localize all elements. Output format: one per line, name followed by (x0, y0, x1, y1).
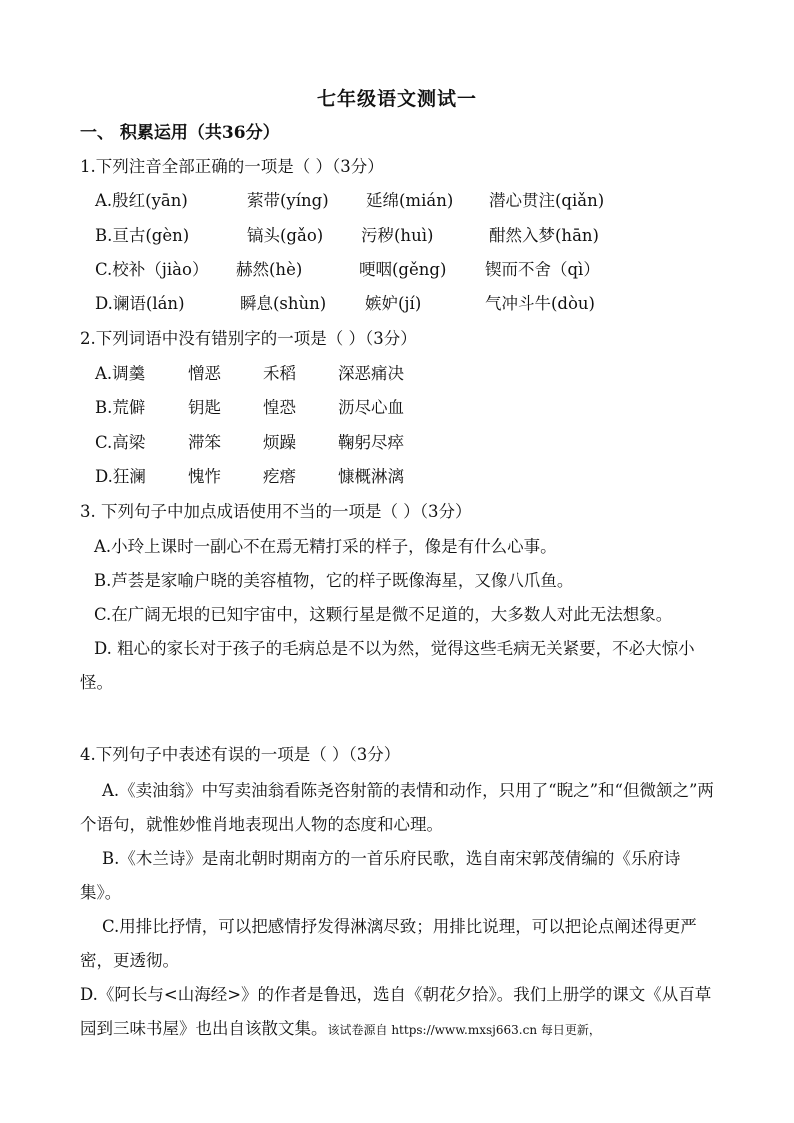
question-1-stem: 1.下列注音全部正确的一项是（ ）（3分） (80, 157, 384, 176)
section-heading: 一、 积累运用（共36分） (80, 123, 280, 143)
question-4-option-d: D.《阿长与<山海经>》的作者是鲁迅，选自《朝花夕拾》。我们上册学的课文《从百草园到三味书屋》也出自该散文集。该试卷源自 https://www.mxsj663.cn 每日更新， (80, 985, 712, 1038)
question-3-options (80, 530, 720, 700)
question-3-option-c: C.在广阔无垠的已知宇宙中，这颗行星是微不足道的，大多数人对此无法想象。 (94, 605, 673, 624)
question-3-option-b: B.芦荟是家喻户晓的美容植物，它的样子既像海星，又像八爪鱼。 (94, 571, 574, 590)
exam-page: 七年级语文测试一 一、 积累运用（共36分） 1.下列注音全部正确的一项是（ ）（3分） A.殷红(yān) 萦带(yíng) 延绵(mián) 潜心贯注(qiǎn) B.亘古(gèn) 镐头(gǎo) 污秽(huì) 酣然入梦(hān) C.校补（jiào） 赫然(hè) 哽咽(gěng) 锲而不舍（qì） D.谰语(lán) 瞬息(shùn) 嫉妒(jí) 气冲斗牛(dòu) 2.下列词语中没有错别字的一项是（ ）（3分） A.调羹 憎恶 禾稻 深恶痛决 B.荒僻 钥匙 惶恐 沥尽心血 C.高梁 滞笨 烦躁 鞠躬尽瘁 D.狂澜 愧怍 疙瘩 慷概淋漓 3. 下列句子中加点成语使用不当的一项是（ ）（3分） A.小玲上课时一副心不在焉无精打采的样子，像是有什么心事。 B.芦荟是家喻户晓的美容植物，它的样子既像海星，又像八爪鱼。 C.在广阔无垠的已知宇宙中，这颗行星是微不足道的，大多数人对此无法想象。 D. 粗心的家长对于孩子的毛病总是不以为然，觉得这些毛病无关紧要，不必大惊小怪。 4.下列句子中表述有误的一项是（ ）（3分） A.《卖油翁》中写卖油翁看陈尧咨射箭的表情和动作，只用了“睨之”和“但微颔之”两个语句，就惟妙惟肖地表现出人物的态度和心理。 B.《木兰诗》是南北朝时期南方的一首乐府民歌，选自南宋郭茂倩编的《乐府诗集》。 C.用排比抒情，可以把感情抒发得淋漓尽致；用排比说理，可以把论点阐述得更严密，更透彻。 D.《阿长与<山海经>》的作者是鲁迅，选自《朝花夕拾》。我们上册学的课文《从百草园到三味书屋》也出自该散文集。该试卷源自 https://www.mxsj663.cn 每日更新， (0, 0, 794, 1123)
question-4-stem: 4.下列句子中表述有误的一项是（ ）（3分） (80, 745, 401, 764)
question-4-option-a: A.《卖油翁》中写卖油翁看陈尧咨射箭的表情和动作，只用了“睨之”和“但微颔之”两个语句，就惟妙惟肖地表现出人物的态度和心理。 (80, 781, 714, 834)
question-4-option-b: B.《木兰诗》是南北朝时期南方的一首乐府民歌，选自南宋郭茂倩编的《乐府诗集》。 (80, 849, 681, 902)
question-3-option-d: D. 粗心的家长对于孩子的毛病总是不以为然，觉得这些毛病无关紧要，不必大惊小怪。 (80, 639, 695, 692)
source-note: 该试卷源自 https://www.mxsj663.cn 每日更新， (327, 1023, 601, 1037)
question-3-option-a: A.小玲上课时一副心不在焉无精打采的样子，像是有什么心事。 (94, 537, 557, 556)
page-title: 七年级语文测试一 (316, 88, 477, 110)
question-3-stem: 3. 下列句子中加点成语使用不当的一项是（ ）（3分） (80, 502, 472, 521)
question-4-option-c: C.用排比抒情，可以把感情抒发得淋漓尽致；用排比说理，可以把论点阐述得更严密，更透彻。 (80, 917, 697, 970)
question-4-options (80, 774, 720, 1047)
question-2-stem: 2.下列词语中没有错别字的一项是（ ）（3分） (80, 329, 417, 348)
